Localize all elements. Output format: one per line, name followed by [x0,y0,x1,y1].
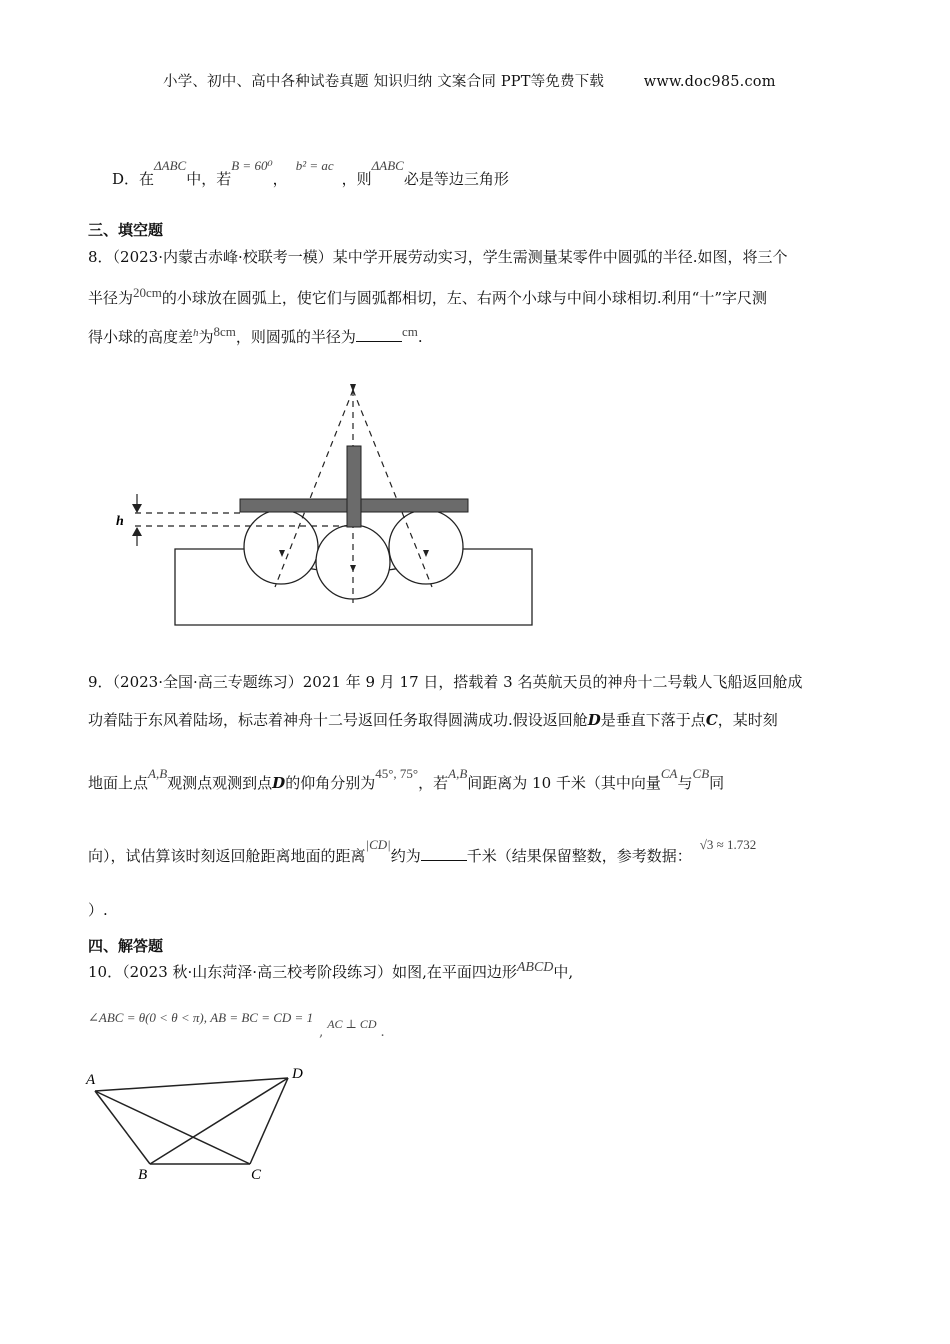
right-ball [389,510,463,584]
section-title-fill-in: 三、填空题 [88,221,164,239]
q9-line4: 向），试估算该时刻返回舱距离地面的距离|CD|约为 千米（结果保留整数，参考数据：√3 ≈ 1.732 [88,837,757,865]
q10-line2: ∠ABC = θ(0 < θ < π), AB = BC = CD = 1,AC ⊥ CD. [88,1010,385,1040]
ruler-vertical [347,446,361,527]
option-d: D．在ΔABC中，若B = 60⁰，b² = ac，则ΔABC必是等边三角形 [112,158,509,188]
q10-line1: 10．（2023 秋·山东菏泽·高三校考阶段练习）如图,在平面四边形ABCD中, [88,960,574,981]
q8-line3: 得小球的高度差$^h$为8cm，则圆弧的半径为 cm. [88,324,423,346]
figure-quadrilateral-abcd [80,1062,320,1187]
label-a: A [86,1072,96,1088]
q9-line1: 9．（2023·全国·高三专题练习）2021 年 9 月 17 日，搭载着 3 名英航天员的神舟十二号载人飞船返回舱成 [88,673,803,691]
header-text: 小学、初中、高中各种试卷真题 知识归纳 文案合同 PPT等免费下载 [163,74,605,90]
page-header [163,70,776,91]
label-b: B [138,1167,148,1183]
q9-line3: 地面上点A,B观测点观测到点D的仰角分别为45°, 75°，若A,B间距离为 10 千米（其中向量CA与CB同 [88,766,725,792]
section-title-solve: 四、解答题 [88,937,164,955]
q8-line2: 半径为20cm的小球放在圆弧上，使它们与圆弧都相切，左、右两个小球与中间小球相切.利用“十”字尺测 [88,285,768,307]
q8-line1: 8．（2023·内蒙古赤峰·校联考一模）某中学开展劳动实习，学生需测量某零件中圆弧的半径.如图，将三个 [88,248,788,266]
q9-line2: 功着陆于东风着陆场，标志着神舟十二号返回任务取得圆满成功.假设返回舱D是垂直下落于点C，某时刻 [88,711,778,729]
left-ball [244,510,318,584]
h-label: h [116,514,124,529]
q9-line5: ）. [88,901,108,919]
header-url[interactable]: www.doc985.com [643,74,776,90]
label-d: D [292,1066,303,1082]
label-c: C [251,1167,262,1183]
q9-answer-blank[interactable] [421,848,467,861]
figure-balls-on-arc [100,382,550,632]
q8-answer-blank[interactable] [356,329,402,342]
